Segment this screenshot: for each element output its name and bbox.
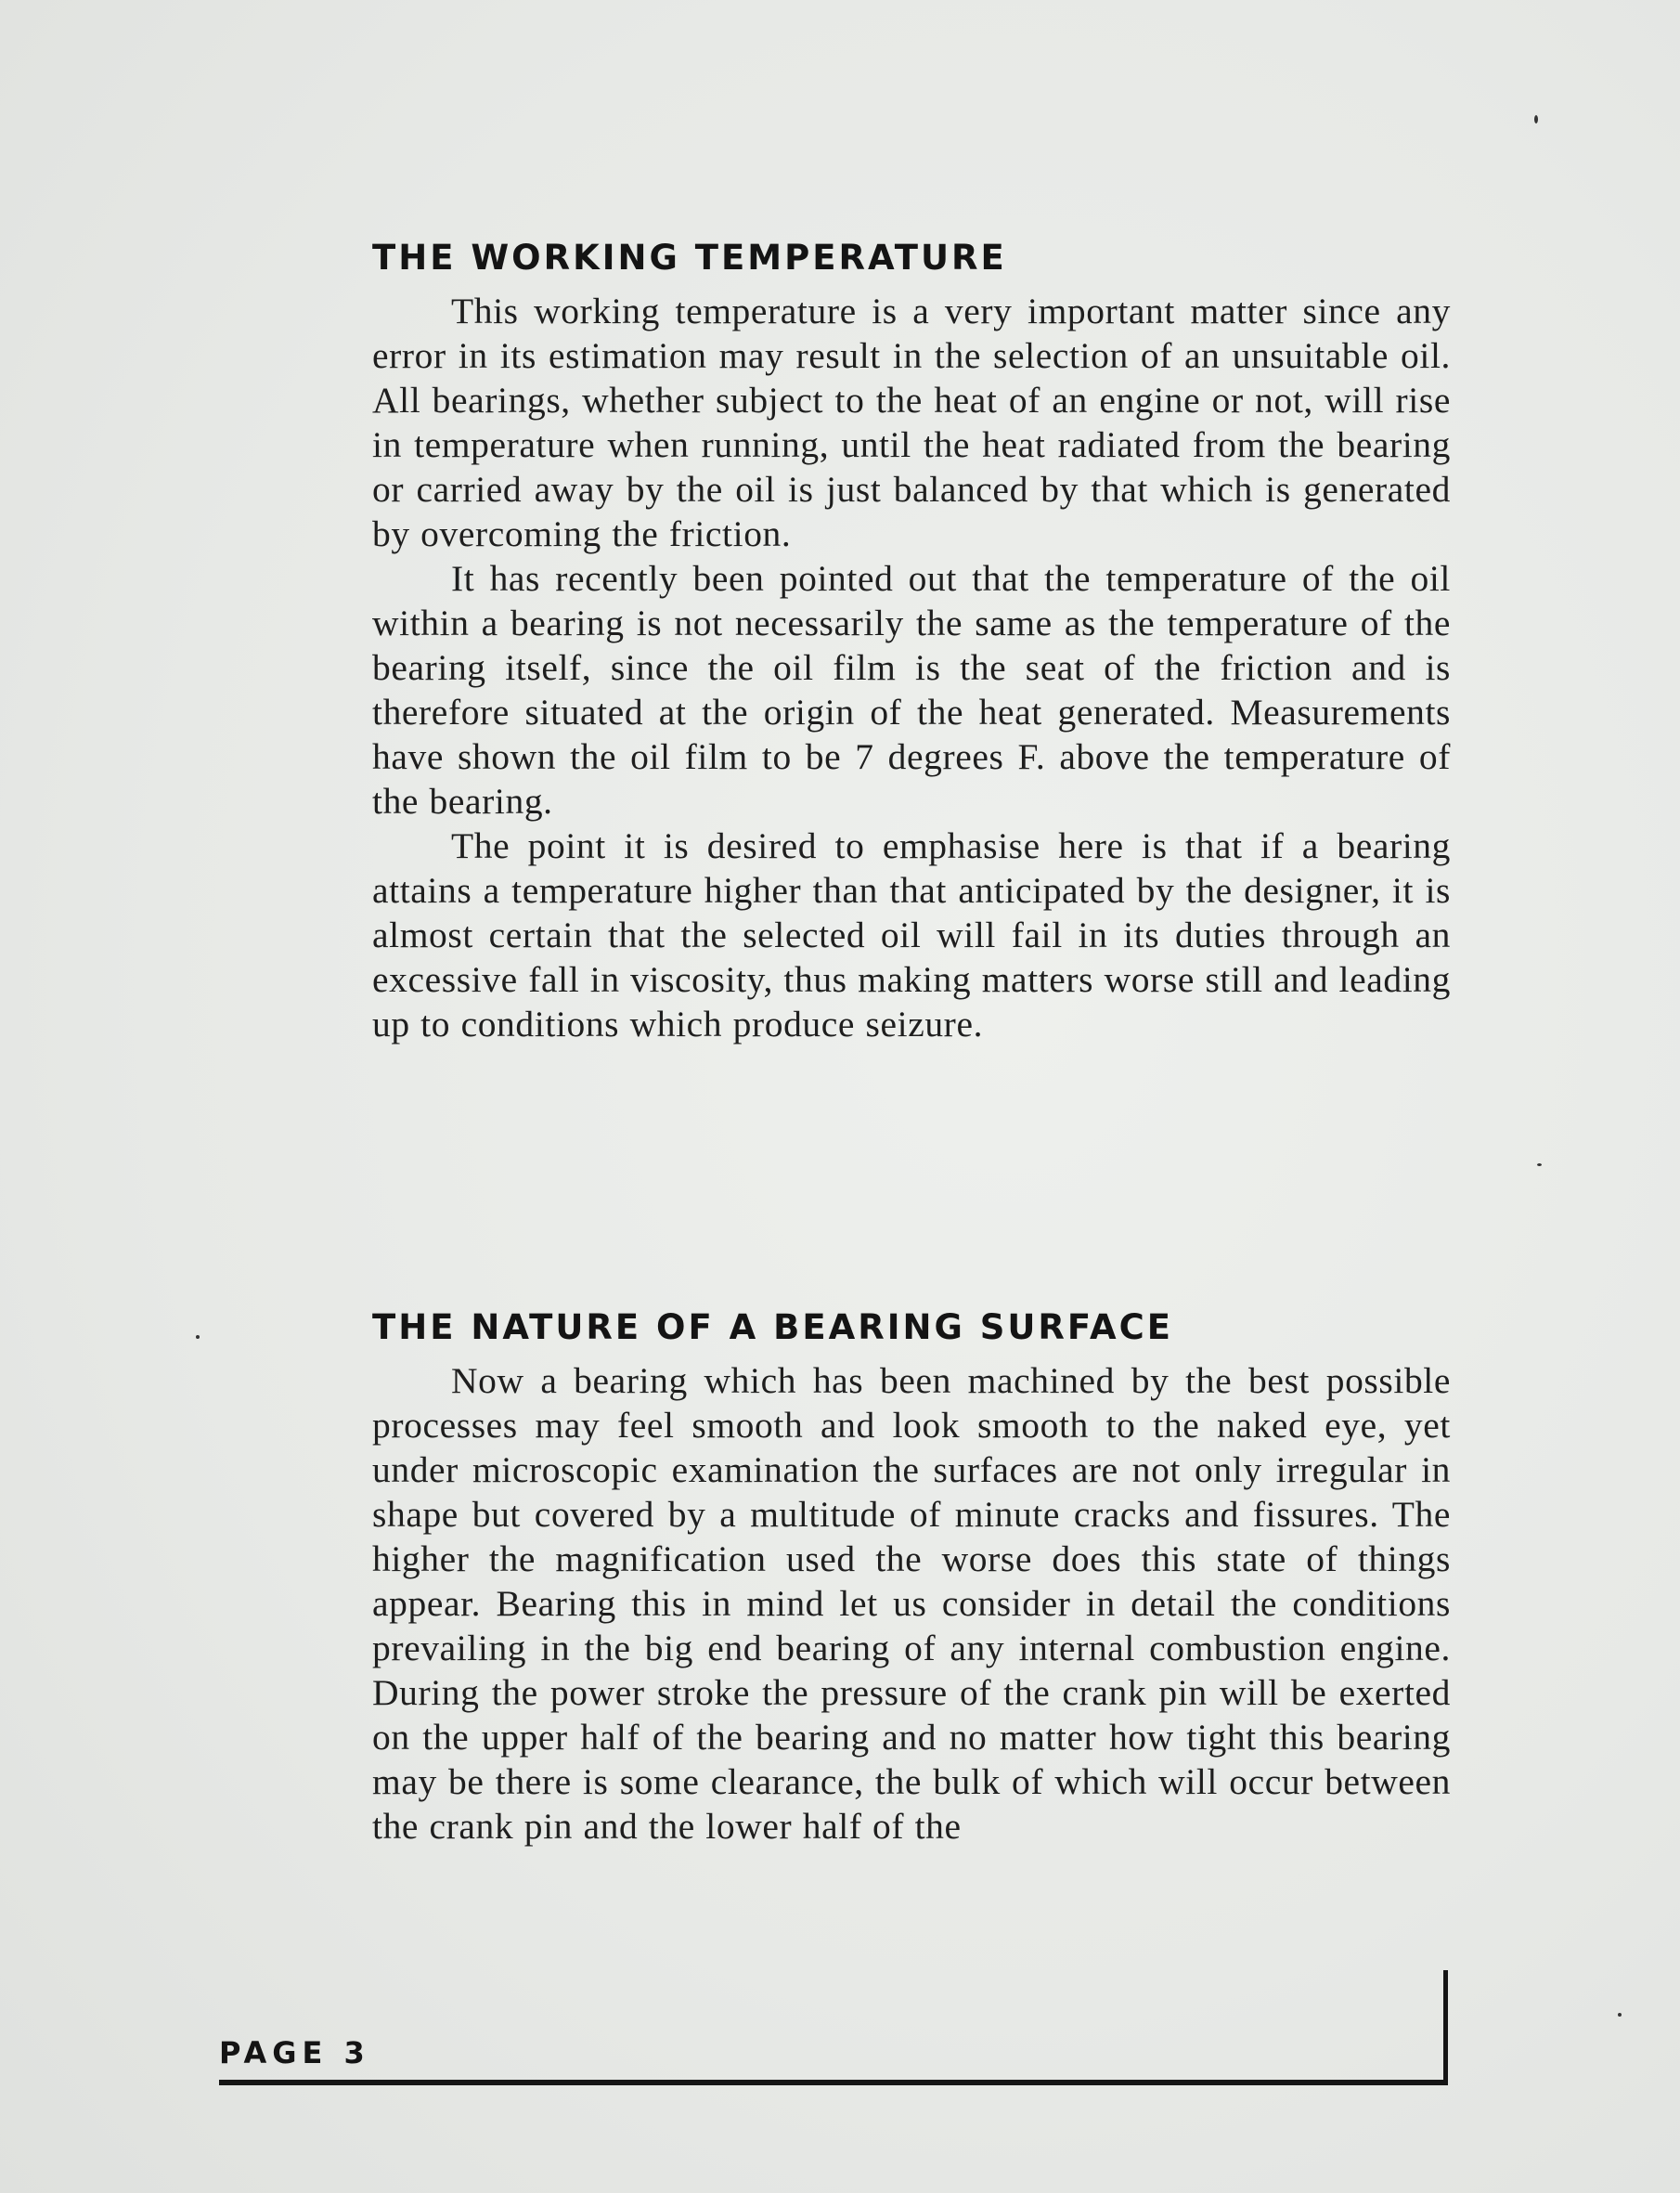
section-heading: THE NATURE OF A BEARING SURFACE xyxy=(372,1307,1174,1347)
section-heading: THE WORKING TEMPERATURE xyxy=(372,238,1007,278)
page-footer xyxy=(219,2033,1448,2085)
page-number: PAGE 3 xyxy=(219,2035,370,2070)
section-working-temperature xyxy=(372,237,1451,1046)
section-bearing-surface xyxy=(372,1306,1451,1849)
paper-speck xyxy=(1534,115,1538,123)
paper-speck xyxy=(1537,1163,1542,1166)
paper-speck xyxy=(196,1335,200,1339)
frame-rule-vertical xyxy=(1443,1970,1448,2085)
paragraph: Now a bearing which has been machined by the best possible processes may feel smooth and look smooth to the naked eye, yet under microscopic examination the surfaces are not only irregular in shape but covered by a multitude of minute cracks and fissures. The higher the magnification used the worse does this state of things appear. Bearing this in mind let us consider in detail the conditions prevailing in the big end bearing of any internal combustion engine. During the power stroke the pressure of the crank pin will be exerted on the upper half of the bearing and no matter how tight this bearing may be there is some clearance, the bulk of which will occur between the crank pin and the lower half of the xyxy=(372,1360,1451,1847)
paragraph: This working temperature is a very important matter since any error in its estimation may result in the selection of an unsuitable oil. All bearings, whether subject to the heat of an engine or not, will rise in temperature when running, until the heat radiated from the bearing or carried away by the oil is just balanced by that which is generated by overcoming the friction. xyxy=(372,291,1451,554)
paper-speck xyxy=(1618,2013,1622,2017)
frame-rule-horizontal xyxy=(219,2080,1448,2085)
paragraph: It has recently been pointed out that the temperature of the oil within a bearing is not necessarily the same as the temperature of the bearing itself, since the oil film is the seat of the friction and is therefore situated at the origin of the heat generated. Measurements have shown the oil film to be 7 degrees F. above the temperature of the bearing. xyxy=(372,558,1451,822)
paragraph: The point it is desired to emphasise here is that if a bearing attains a temperature higher than that anticipated by the designer, it is almost certain that the selected oil will fail in its duties through an excessive fall in viscosity, thus making matters worse still and leading up to conditions which produce seizure. xyxy=(372,825,1451,1045)
